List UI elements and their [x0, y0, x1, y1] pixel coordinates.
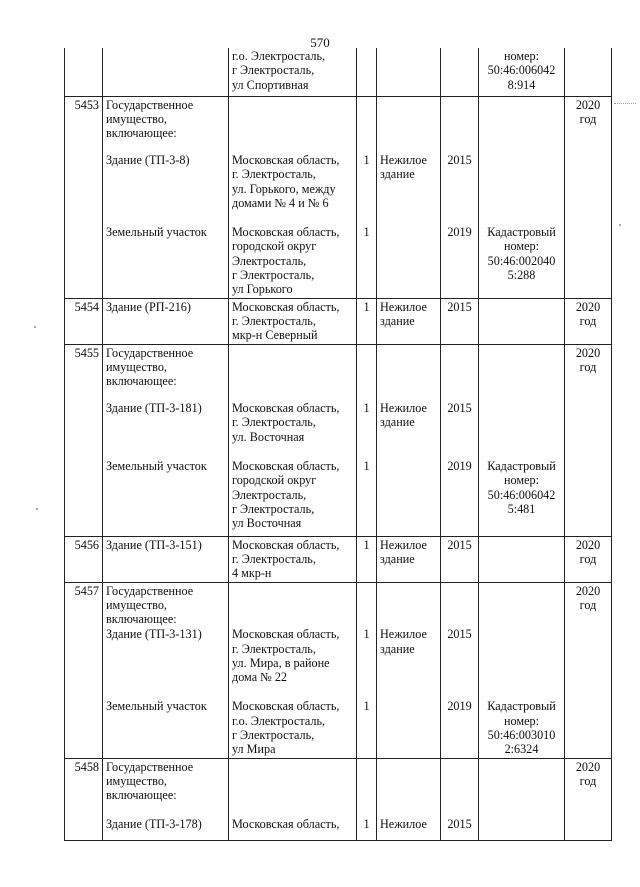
object-year: 2019 [441, 458, 479, 536]
privatization-term [565, 152, 612, 224]
cadastral-number [479, 152, 565, 224]
object-address: Московская область, г. Электросталь, ул. Горького, между домами № 4 и № 6 [229, 152, 357, 224]
record-number: 5455 [65, 344, 103, 400]
object-name [103, 48, 229, 96]
cadastral-number [479, 96, 565, 152]
privatization-term [565, 458, 612, 536]
object-name: Земельный участок [103, 224, 229, 298]
table-row [65, 626, 612, 698]
object-type [377, 48, 441, 96]
object-address: Московская область, г. Электросталь, ул. Мира, в районе дома № 22 [229, 626, 357, 698]
table-row [65, 298, 612, 344]
privatization-term [565, 626, 612, 698]
object-address [229, 96, 357, 152]
cadastral-number [479, 536, 565, 582]
object-year: 2015 [441, 400, 479, 458]
record-number [65, 152, 103, 224]
object-name: Здание (ТП-3-178) [103, 816, 229, 840]
object-year [441, 344, 479, 400]
privatization-term [565, 816, 612, 840]
record-number [65, 816, 103, 840]
object-quantity [357, 48, 377, 96]
record-number: 5454 [65, 298, 103, 344]
table-row [65, 698, 612, 758]
table-row [65, 536, 612, 582]
object-address: Московская область, г.о. Электросталь, г Электросталь, ул Мира [229, 698, 357, 758]
object-address: Московская область, городской округ Электросталь, г Электросталь, ул Горького [229, 224, 357, 298]
privatization-term: 2020 год [565, 536, 612, 582]
table-row [65, 816, 612, 840]
object-type: Нежилое [377, 816, 441, 840]
object-name: Государственное имущество, включающее: [103, 582, 229, 626]
object-year [441, 758, 479, 816]
record-number: 5453 [65, 96, 103, 152]
object-address [229, 344, 357, 400]
table-row [65, 758, 612, 816]
object-type: Нежилое здание [377, 626, 441, 698]
cadastral-number: Кадастровый номер: 50:46:003010 2:6324 [479, 698, 565, 758]
object-name: Здание (ТП-3-8) [103, 152, 229, 224]
object-type: Нежилое здание [377, 298, 441, 344]
privatization-term: 2020 год [565, 758, 612, 816]
privatization-term: 2020 год [565, 96, 612, 152]
object-address [229, 582, 357, 626]
object-name: Земельный участок [103, 458, 229, 536]
object-type [377, 758, 441, 816]
scan-artifact [34, 326, 36, 328]
object-type: Нежилое здание [377, 152, 441, 224]
object-year: 2015 [441, 816, 479, 840]
record-number: 5457 [65, 582, 103, 626]
object-quantity [357, 344, 377, 400]
object-name: Здание (ТП-3-131) [103, 626, 229, 698]
object-year: 2015 [441, 298, 479, 344]
object-year [441, 582, 479, 626]
object-name: Здание (ТП-3-151) [103, 536, 229, 582]
cadastral-number [479, 816, 565, 840]
cadastral-number: Кадастровый номер: 50:46:006042 5:481 [479, 458, 565, 536]
object-year: 2015 [441, 536, 479, 582]
cadastral-number [479, 400, 565, 458]
object-quantity: 1 [357, 298, 377, 344]
record-number: 5458 [65, 758, 103, 816]
table-row [65, 224, 612, 298]
object-name: Государственное имущество, включающее: [103, 758, 229, 816]
table-row [65, 458, 612, 536]
page-number: 570 [310, 35, 330, 50]
table-row [65, 344, 612, 400]
object-type [377, 582, 441, 626]
object-quantity: 1 [357, 224, 377, 298]
object-year [441, 48, 479, 96]
object-type [377, 698, 441, 758]
object-name: Здание (ТП-3-181) [103, 400, 229, 458]
object-type [377, 224, 441, 298]
object-quantity: 1 [357, 152, 377, 224]
property-register-table [64, 48, 612, 841]
record-number [65, 458, 103, 536]
object-quantity: 1 [357, 698, 377, 758]
cadastral-number [479, 626, 565, 698]
record-number: 5456 [65, 536, 103, 582]
table-row [65, 400, 612, 458]
privatization-term: 2020 год [565, 344, 612, 400]
object-quantity: 1 [357, 816, 377, 840]
object-address: Московская область, г. Электросталь, мкр-н Северный [229, 298, 357, 344]
object-address [229, 758, 357, 816]
record-number [65, 698, 103, 758]
object-address: Московская область, [229, 816, 357, 840]
object-year: 2015 [441, 152, 479, 224]
object-quantity [357, 582, 377, 626]
object-quantity: 1 [357, 626, 377, 698]
object-name: Государственное имущество, включающее: [103, 96, 229, 152]
object-name: Здание (РП-216) [103, 298, 229, 344]
privatization-term [565, 48, 612, 96]
cadastral-number [479, 582, 565, 626]
object-quantity [357, 758, 377, 816]
cadastral-number [479, 758, 565, 816]
object-type [377, 96, 441, 152]
cadastral-number: номер: 50:46:006042 8:914 [479, 48, 565, 96]
object-name: Государственное имущество, включающее: [103, 344, 229, 400]
table-row [65, 96, 612, 152]
privatization-term [565, 224, 612, 298]
object-year: 2015 [441, 626, 479, 698]
object-name: Земельный участок [103, 698, 229, 758]
object-quantity: 1 [357, 536, 377, 582]
record-number [65, 48, 103, 96]
object-quantity: 1 [357, 400, 377, 458]
privatization-term [565, 400, 612, 458]
object-address: Московская область, городской округ Электросталь, г Электросталь, ул Восточная [229, 458, 357, 536]
object-type: Нежилое здание [377, 400, 441, 458]
record-number [65, 224, 103, 298]
object-address: Московская область, г. Электросталь, ул. Восточная [229, 400, 357, 458]
object-year: 2019 [441, 224, 479, 298]
object-type: Нежилое здание [377, 536, 441, 582]
cadastral-number [479, 298, 565, 344]
privatization-term [565, 698, 612, 758]
object-quantity [357, 96, 377, 152]
object-type [377, 344, 441, 400]
privatization-term: 2020 год [565, 582, 612, 626]
cadastral-number: Кадастровый номер: 50:46:002040 5:288 [479, 224, 565, 298]
cadastral-number [479, 344, 565, 400]
object-address: Московская область, г. Электросталь, 4 мкр-н [229, 536, 357, 582]
object-year [441, 96, 479, 152]
privatization-term: 2020 год [565, 298, 612, 344]
object-quantity: 1 [357, 458, 377, 536]
table-row [65, 48, 612, 96]
scan-artifact [36, 508, 38, 510]
table-row [65, 152, 612, 224]
record-number [65, 626, 103, 698]
scan-artifact [614, 103, 636, 105]
object-year: 2019 [441, 698, 479, 758]
object-type [377, 458, 441, 536]
table-row [65, 582, 612, 626]
scan-artifact [619, 224, 621, 226]
record-number [65, 400, 103, 458]
object-address: г.о. Электросталь, г Электросталь, ул Спортивная [229, 48, 357, 96]
